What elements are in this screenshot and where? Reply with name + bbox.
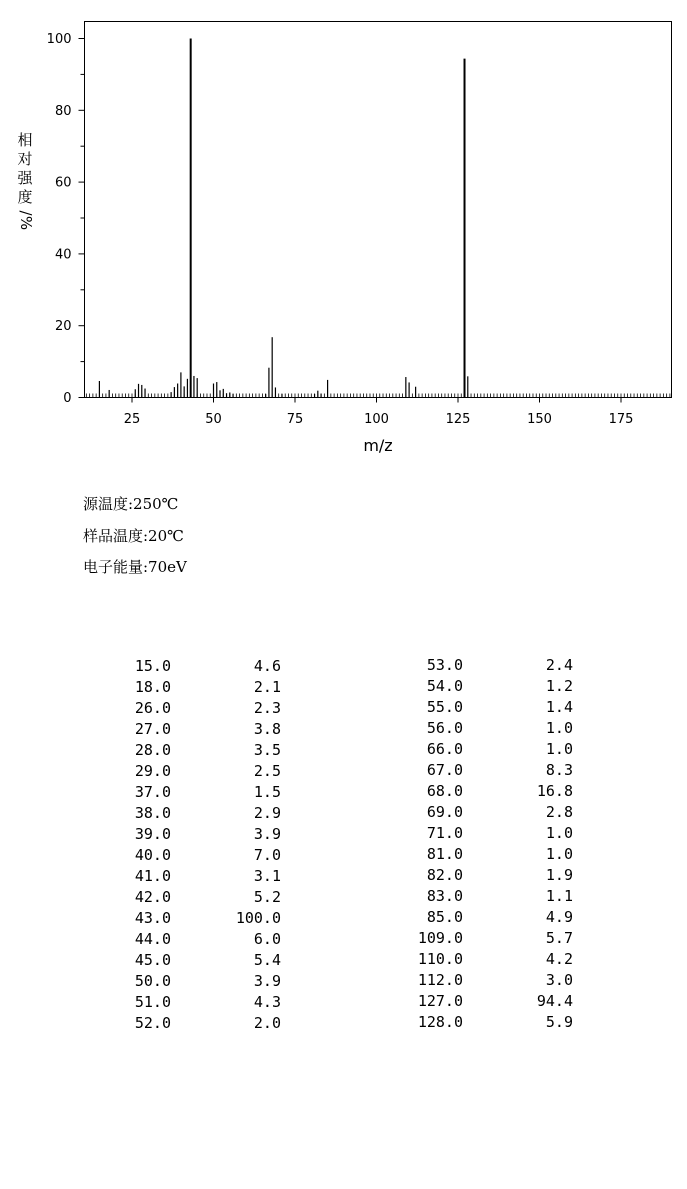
peak-intensity: 4.3	[253, 993, 281, 1011]
peak-mz: 85.0	[426, 908, 463, 926]
peak-mz: 71.0	[426, 824, 463, 842]
peak-intensity: 2.4	[545, 656, 573, 674]
peak-intensity: 1.1	[545, 887, 573, 905]
peak-intensity: 1.0	[545, 719, 573, 737]
peak-mz: 42.0	[134, 888, 171, 906]
peak-mz: 112.0	[417, 971, 463, 989]
sample-temperature: 样品温度:20℃	[83, 526, 184, 545]
spectrum-bars	[99, 39, 467, 398]
peak-intensity: 2.1	[253, 678, 281, 696]
peak-intensity: 3.8	[253, 720, 281, 738]
peak-intensity: 1.5	[253, 783, 281, 801]
peak-mz: 83.0	[426, 887, 463, 905]
peak-intensity: 1.4	[545, 698, 573, 716]
peak-intensity: 3.5	[253, 741, 281, 759]
x-tick-label: 150	[527, 412, 552, 427]
peak-intensity: 1.0	[545, 740, 573, 758]
peak-intensity: 2.0	[253, 1014, 281, 1032]
peak-intensity: 8.3	[545, 761, 573, 779]
x-tick-label: 50	[205, 412, 222, 427]
x-axis-ticks	[124, 398, 634, 428]
source-temperature: 源温度:250℃	[83, 495, 179, 513]
peak-mz: 50.0	[134, 972, 171, 990]
peak-intensity: 5.9	[545, 1013, 573, 1031]
peak-intensity: 4.9	[545, 908, 573, 926]
peak-mz: 69.0	[426, 803, 463, 821]
y-axis-ticks	[47, 32, 85, 406]
peak-mz: 52.0	[134, 1014, 171, 1032]
acquisition-conditions	[83, 492, 187, 587]
peak-intensity: 7.0	[253, 846, 281, 864]
peak-intensity: 5.2	[253, 888, 281, 906]
peak-mz: 45.0	[134, 951, 171, 969]
peak-mz: 81.0	[426, 845, 463, 863]
peak-intensity: 2.8	[545, 803, 573, 821]
peak-intensity: 6.0	[253, 930, 281, 948]
peak-mz: 37.0	[134, 783, 171, 801]
peak-mz: 27.0	[134, 720, 171, 738]
y-axis-label-char: 度	[17, 188, 33, 206]
peak-intensity: 1.0	[545, 845, 573, 863]
peak-mz: 40.0	[134, 846, 171, 864]
y-tick-label: 100	[46, 32, 72, 47]
peak-intensity: 3.9	[253, 972, 281, 990]
x-tick-label: 175	[608, 412, 634, 427]
peak-intensity: 4.6	[253, 657, 281, 675]
x-axis-label: m/z	[363, 436, 393, 455]
peak-mz: 53.0	[426, 656, 463, 674]
peak-mz: 68.0	[426, 782, 463, 800]
peak-intensity: 1.0	[545, 824, 573, 842]
peak-intensity: 16.8	[536, 782, 573, 800]
y-tick-label: 0	[63, 391, 72, 406]
peak-mz: 109.0	[417, 929, 463, 947]
peak-intensity: 2.9	[253, 804, 281, 822]
peak-mz: 127.0	[417, 992, 463, 1010]
y-tick-label: 40	[54, 247, 72, 263]
peak-mz: 26.0	[134, 699, 171, 717]
y-axis-label-char: %	[17, 215, 35, 231]
x-tick-label: 25	[123, 412, 141, 427]
peak-mz: 110.0	[417, 950, 463, 968]
peak-mz: 18.0	[134, 678, 171, 696]
peak-mz: 67.0	[426, 761, 463, 779]
peak-mz: 41.0	[134, 867, 171, 885]
peak-mz: 44.0	[134, 930, 171, 948]
mass-spectrum-chart	[0, 0, 687, 470]
peak-mz: 55.0	[426, 698, 463, 716]
peak-intensity: 94.4	[536, 992, 573, 1010]
y-axis-label-char: 相	[17, 131, 33, 149]
peak-intensity: 5.7	[545, 929, 573, 947]
y-axis-label	[17, 131, 35, 230]
x-tick-label: 75	[286, 412, 304, 427]
y-axis-label-char: 强	[17, 169, 33, 187]
peak-intensity: 2.3	[253, 699, 281, 717]
peak-mz: 15.0	[134, 657, 171, 675]
y-tick-label: 60	[54, 175, 72, 191]
peak-intensity: 5.4	[253, 951, 281, 969]
peak-mz: 56.0	[426, 719, 463, 737]
peak-mz: 39.0	[134, 825, 171, 843]
peak-intensity: 3.1	[253, 867, 281, 885]
x-tick-label: 100	[364, 412, 389, 427]
peak-intensity: 4.2	[545, 950, 573, 968]
peak-intensity: 2.5	[253, 762, 281, 780]
electron-energy: 电子能量:70eV	[83, 558, 187, 576]
peak-mz: 82.0	[426, 866, 463, 884]
plot-frame	[85, 22, 672, 398]
peak-intensity: 1.2	[545, 677, 573, 695]
peak-intensity: 100.0	[235, 909, 281, 927]
peak-mz: 43.0	[134, 909, 171, 927]
x-tick-label: 125	[445, 412, 471, 427]
peak-mz: 54.0	[426, 677, 463, 695]
peak-mz: 51.0	[134, 993, 171, 1011]
peak-mz: 128.0	[417, 1013, 463, 1031]
peak-intensity: 3.9	[253, 825, 281, 843]
peak-mz: 38.0	[134, 804, 171, 822]
peak-intensity: 3.0	[545, 971, 573, 989]
y-tick-label: 80	[54, 103, 72, 119]
peak-mz: 28.0	[134, 741, 171, 759]
peak-mz: 66.0	[426, 740, 463, 758]
y-axis-label-char: /	[17, 210, 35, 216]
y-axis-label-char: 对	[17, 150, 33, 168]
peak-mz: 29.0	[134, 762, 171, 780]
peak-intensity: 1.9	[545, 866, 573, 884]
y-tick-label: 20	[54, 319, 72, 335]
